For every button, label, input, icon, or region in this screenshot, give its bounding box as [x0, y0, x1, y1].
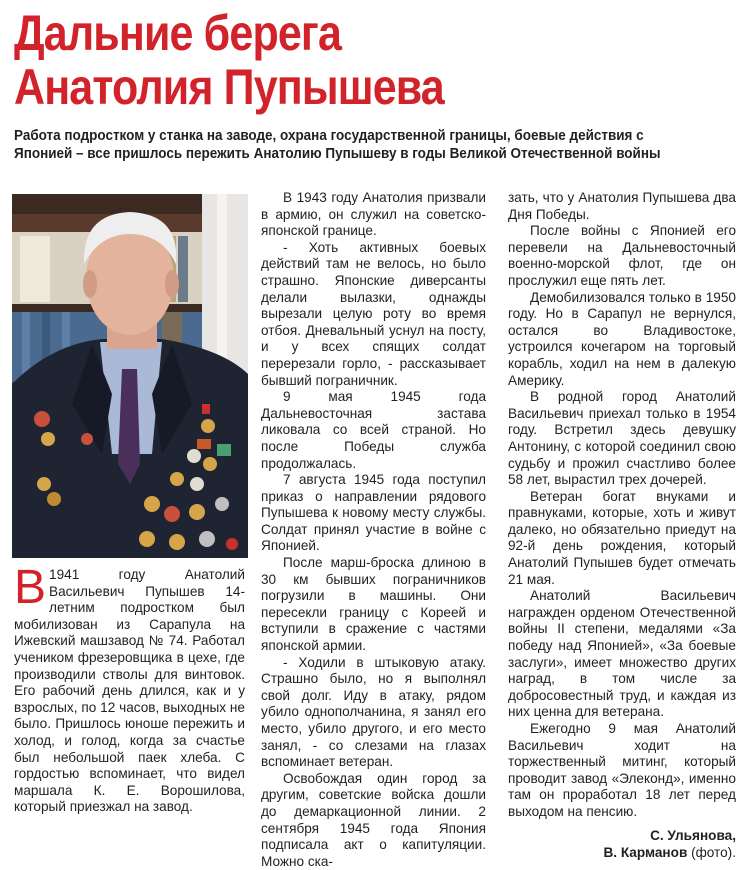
paragraph: 9 мая 1945 года Дальневосточная застава ликовала со всей страной. Но после Победы служба продолжалась. [261, 389, 486, 471]
article-subtitle: Работа подростком у станка на заводе, охрана государственной границы, боевые действия с Японией – все пришлось пережить Анатолию Пупышеву в годы Великой Отечественной войны [14, 128, 661, 162]
article-column-3 [508, 190, 736, 861]
paragraph: Освобождая один город за другим, советские войска дошли до демаркационной линии. 2 сентября 1945 года Япония подписала акт о капитуляции. Можно ска- [261, 770, 486, 869]
photographer-note: (фото). [691, 844, 736, 860]
headline-line-1: Дальние берега [14, 5, 342, 61]
portrait-illustration [12, 194, 248, 558]
paragraph: 7 августа 1945 года поступил приказ о направлении рядового Пупышева к новому месту службы. Солдат принял участие в войне с Японией. [261, 472, 486, 554]
drop-cap: В [14, 561, 47, 614]
paragraph: Ветеран богат внуками и правнуками, которые, хоть и живут далеко, но обязательно приедут на 92-й день рождения, который Анатолий Пупышев будет отмечать 21 мая. [508, 488, 736, 587]
paragraph: После марш-броска длиною в 30 км бывших пограничников погрузили в машины. Они пересекли границу с Кореей и вступили в сражение с частями японской армии. [261, 555, 486, 654]
author-name: С. Ульянова, [650, 827, 736, 843]
headline-line-2: Анатолия Пупышева [14, 59, 444, 115]
article-headline [14, 6, 444, 114]
article-column-1 [14, 561, 245, 816]
paragraph: После войны с Японией его перевели на Дальневосточный военно-морской флот, где он прослужил еще пять лет. [508, 223, 736, 288]
byline [508, 827, 736, 861]
veteran-portrait-photo [12, 194, 248, 558]
paragraph: В 1941 году Анатолий Васильевич Пупышев 14-летним подростком был мобилизован из Сарапула на Ижевский машзавод № 74. Работал учеником фрезеровщика в цехе, где производили стволы для винтовок. Его рабочий день длился, как и у взрослых, по 12 часов, выходных не было. Пришлось юноше пережить и холод, и голод, когда за счастье был небольшой паек хлеба. С гордостью вспоминает, что видел маршала К. Е. Ворошилова, который приезжал на завод. [14, 561, 245, 815]
paragraph: Демобилизовался только в 1950 году. Но в Сарапул не вернулся, остался во Владивостоке, устроился кочегаром на торговый корабль, ходил на нем в далекую Америку. [508, 289, 736, 388]
article-column-2 [261, 190, 486, 870]
paragraph: Анатолий Васильевич награжден орденом Отечественной войны II степени, медалями «За победу над Японией», «За боевые заслуги», имеет множество других наград, в том числе за добросовестный труд, и каждая из них ценна для ветерана. [508, 588, 736, 720]
paragraph: Ежегодно 9 мая Анатолий Васильевич ходит на торжественный митинг, который проводит завод «Элеконд», именно там он проработал 18 лет перед выходом на пенсию. [508, 721, 736, 819]
paragraph: В 1943 году Анатолия призвали в армию, он служил на советско-японской границе. [261, 190, 486, 239]
paragraph: В родной город Анатолий Васильевич приехал только в 1954 году. Встретил здесь девушку Антонину, с которой соединил свою судьбу и прожил счастливо более 58 лет, вырастил трех дочерей. [508, 389, 736, 488]
paragraph: зать, что у Анатолия Пупышева два Дня Победы. [508, 190, 736, 222]
photographer-name: В. Карманов [603, 844, 688, 860]
paragraph: - Ходили в штыковую атаку. Страшно было, но я выполнял свой долг. Иду в атаку, рядом убило однополчанина, я занял его место, убило другого, и его место занял, - со слезами на глазах вспоминает ветеран. [261, 654, 486, 770]
paragraph: - Хоть активных боевых действий там не велось, но было страшно. Японские диверсанты делали вылазки, однажды вырезали целую роту во время отбоя. Дневальный уснул на посту, и у всех спящих солдат перерезали горло, - рассказывает бывший пограничник. [261, 239, 486, 388]
